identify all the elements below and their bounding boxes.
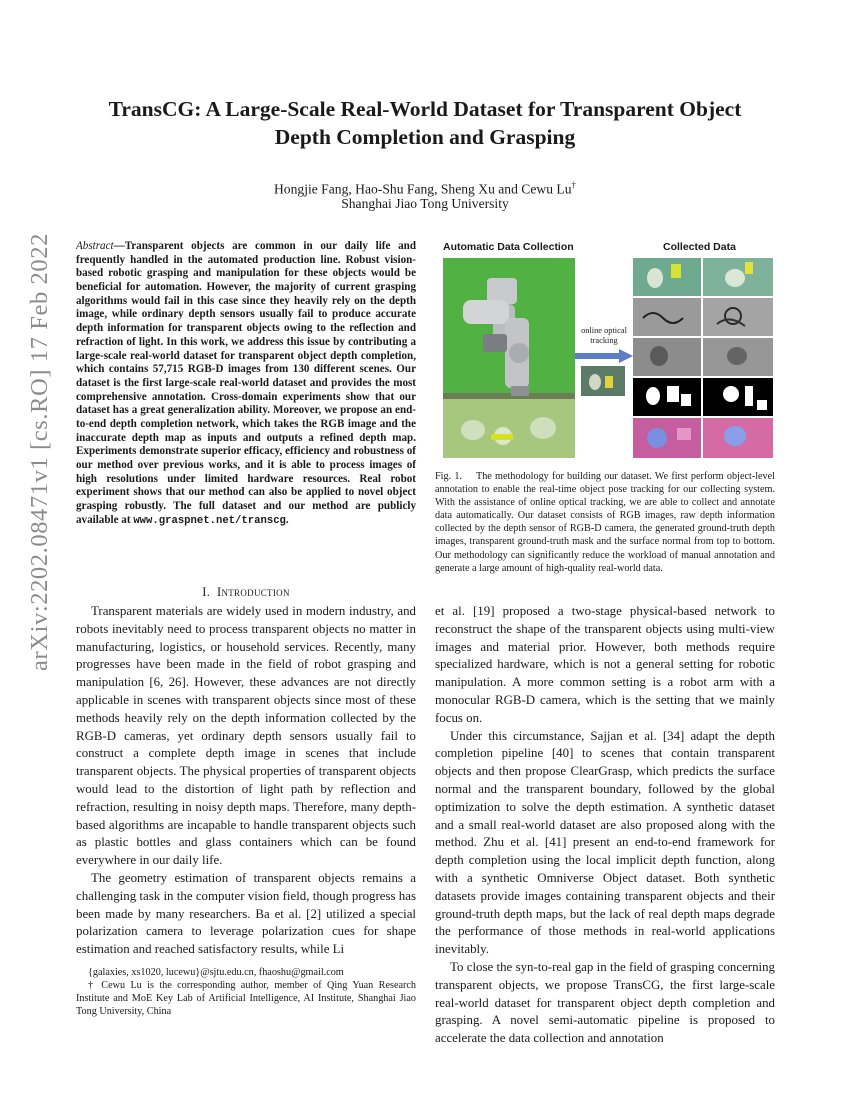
- dataset-url-link[interactable]: www.graspnet.net/transcg: [133, 514, 286, 527]
- tracking-preview-image: [581, 366, 625, 396]
- title-line-2: Depth Completion and Grasping: [274, 125, 576, 149]
- collected-data-samples: [633, 258, 773, 458]
- footnote-emails: {galaxies, xs1020, lucewu}@sjtu.edu.cn, fhaoshu@gmail.com: [88, 967, 344, 978]
- intro-paragraph-1: Transparent materials are widely used in modern industry, and robots inevitably need to process transparent objects no matter in manufacturing, logistics, or household services. Recently, many progresses have been made in the field of robot grasping and manipulation [6, 26]. However, these advances are not directly applicable in scenes with transparent objects since most of these methods heavily rely on the depth information collected by the RGB-D cameras, yet ordinary depth sensors usually fail to construct a complete depth image in scenes that include transparent objects. The physical properties of transparent objects would lead to the distortion of light path by reflection and refraction, resulting in noisy depth maps. Therefore, many depth-based algorithms are incapable to handle transparent objects such as plastic bottles and glass containers which can be found everywhere in our daily life.: [76, 604, 416, 868]
- figure-label: Fig. 1.: [435, 471, 462, 482]
- footnotes: [76, 966, 416, 1018]
- tracking-thumbnail: [581, 366, 625, 396]
- robot-setup-photo: [443, 258, 575, 458]
- abstract: [76, 240, 416, 528]
- online-tracking-label: online optical tracking: [581, 326, 627, 345]
- right-arrow-icon: [575, 349, 635, 363]
- section-title: Introduction: [216, 585, 290, 599]
- figure-caption-text: The methodology for building our dataset. We first perform object-level annotation to enable the real-time object pose tracking for our collecting system. With the assistance of online optical tracking, we are able to collect and annotate data automatically. Our dataset consists of RGB images, raw depth information collected by the depth sensor of RGB-D camera, the generated ground-truth depth images, transparent ground-truth mask and the surface normal from top to bottom. Our methodology can significantly reduce the workload of manual annotation and generate a large amount of high-quality real-world data.: [435, 471, 776, 574]
- title-line-1: TransCG: A Large-Scale Real-World Dataset for Transparent Object: [108, 97, 742, 121]
- intro-paragraph-3: et al. [19] proposed a two-stage physical-based network to reconstruct the shape of the transparent objects using multi-view images and material prior. However, both methods require specialized hardware, which is not a general setting for robotic manipulation. A more common setting is a robot arm with a monocular RGB-D camera, which is the setting that we mainly focus on.: [435, 604, 775, 725]
- abstract-dash: —: [113, 240, 125, 252]
- abstract-end: .: [285, 513, 289, 526]
- author-names: Hongjie Fang, Hao-Shu Fang, Sheng Xu and Cewu Lu: [273, 181, 572, 197]
- intro-left-column: [76, 603, 416, 959]
- collected-data-grid: [633, 258, 773, 458]
- abstract-label: Abstract: [76, 240, 114, 252]
- robot-arm-illustration: [443, 258, 575, 458]
- figure-1: [435, 238, 775, 470]
- section-number: I.: [202, 585, 211, 599]
- figure-left-heading: Automatic Data Collection: [443, 241, 574, 253]
- section-heading-introduction: [76, 585, 416, 600]
- paper-title: [60, 95, 790, 151]
- intro-paragraph-5: To close the syn-to-real gap in the field of grasping concerning transparent objects, we propose TransCG, the first large-scale real-world dataset for transparent object depth completion and grasping. A novel semi-automatic pipeline is proposed to accelerate the data collection and annotation: [435, 959, 775, 1046]
- author-affiliation: Shanghai Jiao Tong University: [341, 196, 509, 211]
- intro-paragraph-2: The geometry estimation of transparent objects remains a challenging task in the computer vision field, though progress has been made by many researchers. Ba et al. [2] utilized a special polarization camera to leverage polarization cues for shape estimation and reached satisfactory results, while Li: [76, 870, 416, 957]
- figure-right-heading: Collected Data: [663, 241, 736, 253]
- intro-right-column: [435, 603, 775, 1048]
- intro-paragraph-4: Under this circumstance, Sajjan et al. [34] adapt the depth completion pipeline [40] to scenes that contain transparent objects and then propose ClearGrasp, which predicts the surface normal and the transparent boundary, followed by the global optimization to solve the depth estimation. A synthetic dataset and a small real-world dataset are also proposed along with the method. Zhu et al. [41] present an end-to-end framework for depth completion using the local implicit depth function, along with a synthetic Omniverse Object dataset. Both synthetic datasets provide images containing transparent objects and their ground-truth depth maps, but the lack of real depth maps degrade the performance of those methods in real-world applications inevitably.: [435, 728, 775, 957]
- arxiv-identifier-stamp: arXiv:2202.08471v1 [cs.RO] 17 Feb 2022: [26, 233, 53, 671]
- footnote-corresponding-author: † Cewu Lu is the corresponding author, member of Qing Yuan Research Institute and MoE Key Lab of Artificial Intelligence, AI Institute, Shanghai Jiao Tong University, China: [76, 980, 416, 1017]
- abstract-body: Transparent objects are common in our daily life and frequently handled in the automated production line. Robust vision-based robotic grasping and manipulation for these objects would be beneficial for automation. However, the majority of current grasping algorithms would fail in this case since they heavily rely on the depth image, while ordinary depth sensors usually fail to produce accurate depth information for transparent objects owing to the reflection and refraction of light. In this work, we address this issue by contributing a large-scale real-world dataset for transparent object depth completion, which contains 57,715 RGB-D images from 130 different scenes. Our dataset is the first large-scale real-world dataset and provides the most comprehensive annotation. Cross-domain experiments show that our dataset has a great generalization ability. Moreover, we propose an end-to-end depth completion network, which takes the RGB image and the inaccurate depth map as inputs and outputs a refined depth map. Experiments demonstrate superior efficacy, efficiency and robustness of our method over previous works, and it is able to process images of high resolutions under limited hardware resources. Real robot experiment shows that our method can also be applied to novel object grasping robustly. The full dataset and our method are publicly available at: [76, 240, 416, 526]
- figure-1-caption: [435, 470, 775, 575]
- corresponding-author-mark: †: [571, 180, 577, 190]
